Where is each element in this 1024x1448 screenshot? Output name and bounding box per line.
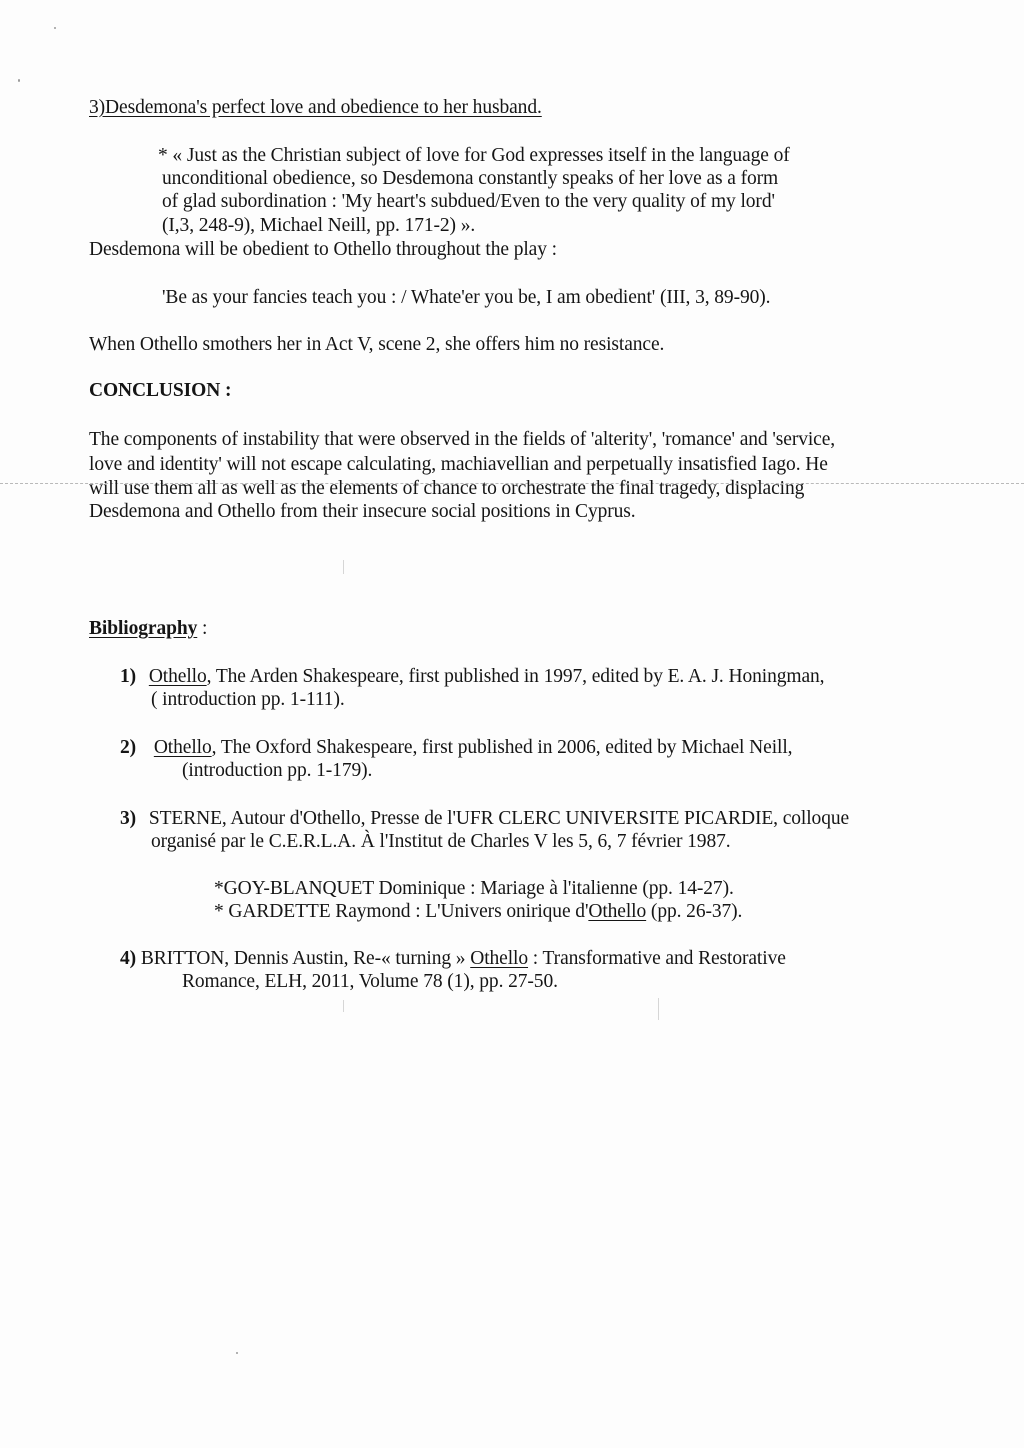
entry-text: : Transformative and Restorative — [528, 948, 786, 969]
conclusion-line: The components of instability that were observed in the fields of 'alterity', 'romance' and 'service, — [89, 429, 836, 450]
bibliography-entry — [120, 736, 792, 759]
entry-continuation: Romance, ELH, 2011, Volume 78 (1), pp. 27-50. — [182, 971, 558, 992]
entry-number: 2) — [120, 737, 137, 758]
entry-number: 4) — [120, 948, 137, 969]
entry-sub-item — [214, 900, 742, 923]
bibliography-entry — [120, 807, 849, 830]
scan-mark — [343, 560, 344, 574]
conclusion-line: love and identity' will not escape calculating, machiavellian and perpetually insatisfied Iago. He — [89, 454, 828, 475]
entry-text: BRITTON, Dennis Austin, Re-« turning » — [136, 948, 471, 969]
conclusion-line: will use them all as well as the elements of chance to orchestrate the final tragedy, displacing — [89, 478, 805, 499]
paragraph-line: Desdemona will be obedient to Othello throughout the play : — [89, 239, 557, 260]
entry-number: 1) — [120, 666, 137, 687]
entry-title: Othello — [148, 666, 207, 687]
quote-line: unconditional obedience, so Desdemona constantly speaks of her love as a form — [162, 168, 779, 189]
scan-mark — [343, 1000, 344, 1012]
bibliography-heading — [89, 617, 207, 640]
bibliography-colon: : — [197, 618, 208, 639]
scan-mark — [658, 998, 659, 1020]
bibliography-title: Bibliography — [89, 618, 198, 639]
entry-sub-item: *GOY-BLANQUET Dominique : Mariage à l'italienne (pp. 14-27). — [214, 878, 734, 899]
paragraph-line: When Othello smothers her in Act V, scene 2, she offers him no resistance. — [89, 334, 665, 355]
quote-line: * « Just as the Christian subject of love for God expresses itself in the language of — [158, 145, 790, 166]
entry-author: STERNE, — [148, 808, 227, 829]
quote-line: of glad subordination : 'My heart's subdued/Even to the very quality of my lord' — [162, 191, 775, 212]
sub-item-text: * GARDETTE Raymond : L'Univers onirique d' — [214, 901, 589, 922]
scan-speck — [54, 27, 56, 29]
bibliography-entry — [120, 665, 824, 688]
conclusion-heading: CONCLUSION : — [89, 380, 232, 401]
quote-line: (I,3, 248-9), Michael Neill, pp. 171-2) ». — [162, 215, 476, 236]
sub-item-pages: (pp. 26-37). — [646, 901, 743, 922]
entry-text: , The Arden Shakespeare, first published in 1997, edited by E. A. J. Honingman, — [206, 666, 825, 687]
entry-continuation: (introduction pp. 1-179). — [182, 760, 373, 781]
entry-number: 3) — [120, 808, 137, 829]
bibliography-entry — [120, 947, 786, 970]
conclusion-line: Desdemona and Othello from their insecure social positions in Cyprus. — [89, 501, 636, 522]
entry-continuation: ( introduction pp. 1-111). — [151, 689, 345, 710]
scan-speck — [18, 79, 20, 82]
entry-continuation: organisé par le C.E.R.L.A. À l'Institut de Charles V les 5, 6, 7 février 1987. — [151, 831, 731, 852]
entry-text: Autour d'Othello, Presse de l'UFR CLERC UNIVERSITE PICARDIE, colloque — [226, 808, 850, 829]
entry-title: Othello — [470, 948, 529, 969]
scan-speck — [236, 1352, 238, 1354]
section-heading: 3)Desdemona's perfect love and obedience to her husband. — [89, 97, 542, 118]
sub-item-title: Othello — [588, 901, 647, 922]
entry-title: Othello — [153, 737, 212, 758]
play-quote: 'Be as your fancies teach you : / Whate'er you be, I am obedient' (III, 3, 89-90). — [162, 287, 771, 308]
entry-text: , The Oxford Shakespeare, first published in 2006, edited by Michael Neill, — [211, 737, 793, 758]
